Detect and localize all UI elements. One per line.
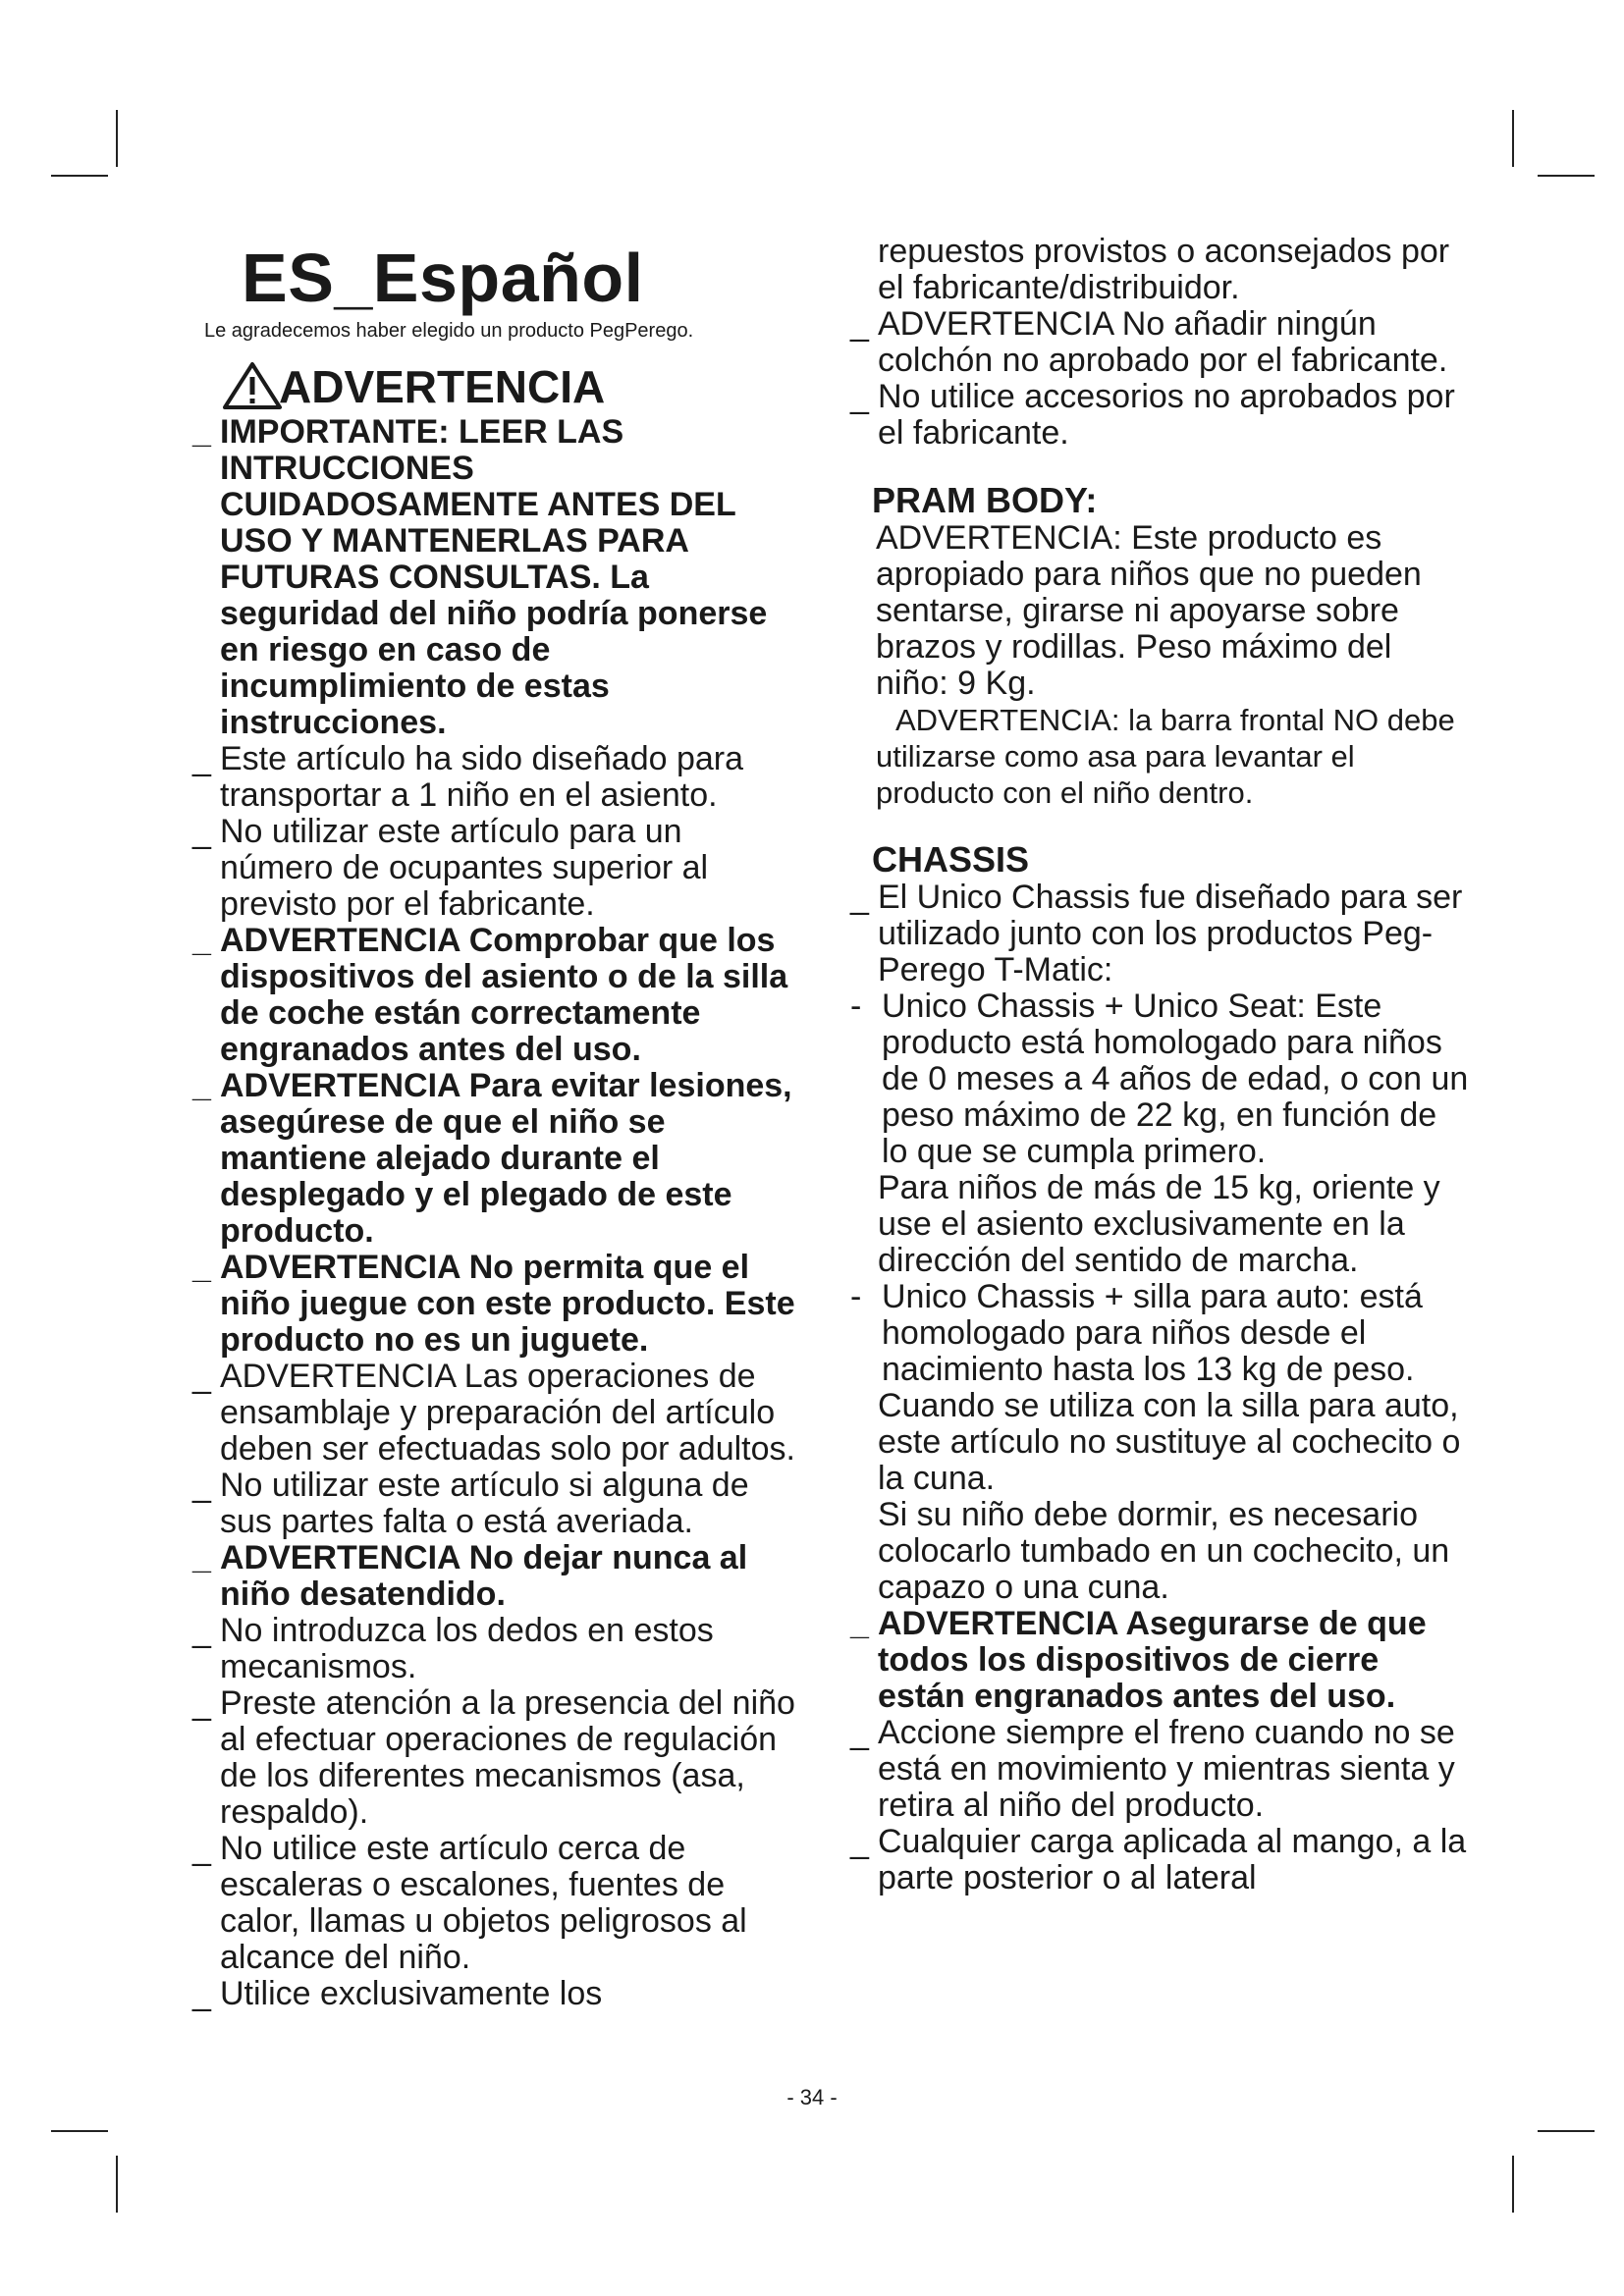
bullet-marker: _ <box>192 1612 211 1649</box>
list-item <box>192 1468 795 1540</box>
bullet-marker: _ <box>850 1823 869 1860</box>
crop-mark <box>116 110 118 167</box>
bullet-marker: _ <box>192 922 211 959</box>
crop-mark <box>1538 175 1595 177</box>
list-item <box>192 1250 795 1359</box>
crop-mark <box>51 175 108 177</box>
bullet-marker: - <box>850 1278 862 1315</box>
list-item <box>192 414 795 741</box>
thanks-line: Le agradecemos haber elegido un producto PegPerego. <box>204 320 694 342</box>
bullet-marker: _ <box>850 1714 869 1751</box>
list-item-text: Utilice exclusivamente los <box>220 1975 603 2012</box>
pram-body-paragraph: ADVERTENCIA: Este producto es apropiado para niños que no pueden sentarse, girarse ni apoyarse sobre brazos y rodillas. Peso máximo del niño: 9 Kg. <box>876 519 1422 702</box>
list-item <box>192 1976 795 2012</box>
list-item-text: No introduzca los dedos en estos mecanismos. <box>220 1612 714 1685</box>
list-item-text: No utilizar este artículo si alguna de sus partes falta o está averiada. <box>220 1467 749 1540</box>
list-item-text: Preste atención a la presencia del niño al efectuar operaciones de regulación de los diferentes mecanismos (asa, respaldo). <box>220 1684 795 1831</box>
list-item <box>850 1279 1469 1388</box>
bullet-marker: _ <box>850 1605 869 1642</box>
right-column <box>850 234 1469 1896</box>
bullet-marker: - <box>850 988 862 1025</box>
list-item <box>192 1068 795 1250</box>
list-item <box>850 1497 1469 1606</box>
list-item-text: Este artículo ha sido diseñado para transportar a 1 niño en el asiento. <box>220 740 744 814</box>
bullet-marker: _ <box>192 1067 211 1104</box>
list-item <box>192 923 795 1068</box>
bullet-marker: _ <box>192 1684 211 1722</box>
bullet-marker: _ <box>192 1539 211 1576</box>
bullet-marker: _ <box>850 879 869 916</box>
warning-heading-label: ADVERTENCIA <box>279 361 606 412</box>
warning-triangle-icon <box>222 361 283 410</box>
list-item <box>850 880 1469 988</box>
list-item <box>192 1831 795 1976</box>
crop-mark <box>116 2156 118 2213</box>
chassis-title: CHASSIS <box>872 839 1030 880</box>
list-item <box>850 306 1469 379</box>
bullet-marker: _ <box>192 413 211 451</box>
bullet-marker: _ <box>192 1358 211 1395</box>
list-item-text: ADVERTENCIA Las operaciones de ensamblaje y preparación del artículo deben ser efectuadas solo por adultos. <box>220 1358 795 1468</box>
pram-body-title: PRAM BODY: <box>872 480 1098 520</box>
list-item-text: ADVERTENCIA No añadir ningún colchón no aprobado por el fabricante. <box>878 305 1448 379</box>
warning-list <box>192 414 795 2012</box>
list-item <box>192 814 795 923</box>
list-item <box>850 988 1469 1170</box>
chassis-list <box>850 880 1469 1896</box>
list-item-text: Para niños de más de 15 kg, oriente y use el asiento exclusivamente en la dirección del sentido de marcha. <box>878 1169 1440 1279</box>
list-item-text: Cualquier carga aplicada al mango, a la parte posterior o al lateral <box>878 1823 1467 1896</box>
list-item <box>192 1540 795 1613</box>
list-item <box>850 1606 1469 1715</box>
pram-body-paragraph: ADVERTENCIA: la barra frontal NO debe utilizarse como asa para levantar el producto con el niño dentro. <box>876 703 1455 810</box>
bullet-marker: _ <box>192 1249 211 1286</box>
list-item <box>192 1359 795 1468</box>
list-item-text: ADVERTENCIA Para evitar lesiones, asegúrese de que el niño se mantiene alejado durante el desplegado y el plegado de este producto. <box>220 1067 792 1250</box>
bullet-marker: _ <box>192 1975 211 2012</box>
list-item <box>850 1824 1469 1896</box>
page-number: - 34 - <box>786 2085 838 2109</box>
list-item-text: No utilice este artículo cerca de escaleras o escalones, fuentes de calor, llamas u objetos peligrosos al alcance del niño. <box>220 1830 747 1976</box>
list-item <box>192 1613 795 1685</box>
list-item <box>850 379 1469 452</box>
list-item-text: Unico Chassis + silla para auto: está homologado para niños desde el nacimiento hasta los 13 kg de peso. <box>882 1278 1423 1388</box>
list-item-text: Cuando se utiliza con la silla para auto, este artículo no sustituye al cochecito o la cuna. <box>878 1387 1461 1497</box>
crop-mark <box>1538 2130 1595 2132</box>
list-item-text: Si su niño debe dormir, es necesario colocarlo tumbado en un cochecito, un capazo o una cuna. <box>878 1496 1450 1606</box>
list-item-text: Unico Chassis + Unico Seat: Este producto está homologado para niños de 0 meses a 4 años de edad, o con un peso máximo de 22 kg, en función de lo que se cumpla primero. <box>882 988 1469 1170</box>
bullet-marker: _ <box>192 1830 211 1867</box>
list-item-text: No utilizar este artículo para un número de ocupantes superior al previsto por el fabricante. <box>220 813 709 923</box>
list-item-text: No utilice accesorios no aprobados por el fabricante. <box>878 378 1455 452</box>
page-title: ES_Español <box>242 240 644 316</box>
bullet-marker: _ <box>192 813 211 850</box>
bullet-marker: _ <box>850 378 869 415</box>
crop-mark <box>51 2130 108 2132</box>
list-item <box>192 1685 795 1831</box>
bullet-marker: _ <box>850 305 869 343</box>
crop-mark <box>1512 2156 1514 2213</box>
list-item-text: El Unico Chassis fue diseñado para ser utilizado junto con los productos Peg-Perego T-Matic: <box>878 879 1463 988</box>
list-item-text: ADVERTENCIA No permita que el niño juegue con este producto. Este producto no es un juguete. <box>220 1249 795 1359</box>
bullet-marker: _ <box>192 1467 211 1504</box>
list-item <box>850 234 1469 306</box>
list-item <box>850 1715 1469 1824</box>
list-item-text: ADVERTENCIA Asegurarse de que todos los dispositivos de cierre están engranados antes del uso. <box>878 1605 1427 1715</box>
list-item-text: ADVERTENCIA No dejar nunca al niño desatendido. <box>220 1539 748 1613</box>
list-item-text: repuestos provistos o aconsejados por el fabricante/distribuidor. <box>878 233 1450 306</box>
list-item <box>850 1388 1469 1497</box>
list-item-text: IMPORTANTE: LEER LAS INTRUCCIONES CUIDADOSAMENTE ANTES DEL USO Y MANTENERLAS PARA FUTURAS CONSULTAS. La seguridad del niño podría ponerse en riesgo en caso de incumplimiento de estas instrucciones. <box>220 413 768 741</box>
list-item <box>850 1170 1469 1279</box>
bullet-marker: _ <box>192 740 211 777</box>
list-item <box>192 741 795 814</box>
warning-heading <box>222 361 795 410</box>
list-item-text: Accione siempre el freno cuando no se está en movimiento y mientras sienta y retira al niño del producto. <box>878 1714 1455 1824</box>
list-item-text: ADVERTENCIA Comprobar que los dispositivos del asiento o de la silla de coche están correctamente engranados antes del uso. <box>220 922 788 1068</box>
left-column <box>192 240 795 2012</box>
crop-mark <box>1512 110 1514 167</box>
warning-list-continued <box>850 234 1469 452</box>
